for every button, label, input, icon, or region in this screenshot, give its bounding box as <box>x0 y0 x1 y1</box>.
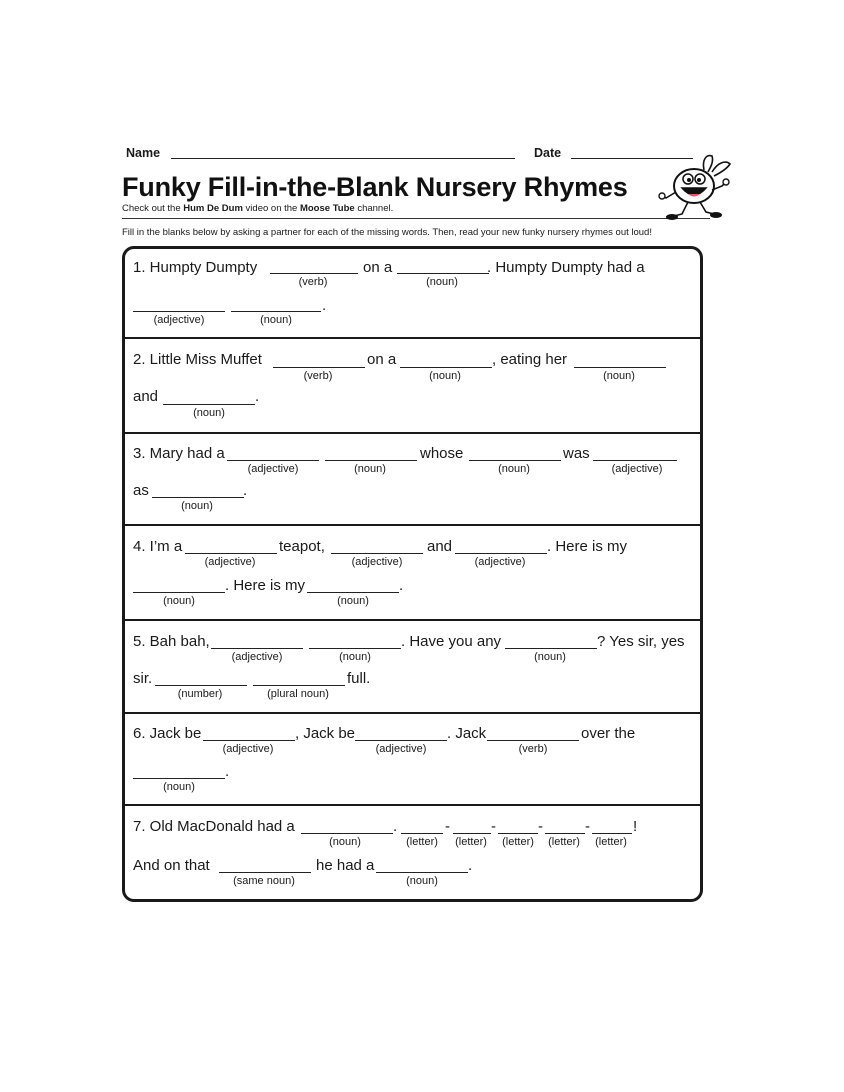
answer-blank[interactable] <box>325 460 417 461</box>
rhyme-section-2 <box>125 339 700 434</box>
answer-blank[interactable] <box>309 648 401 649</box>
instructions: Fill in the blanks below by asking a partner for each of the missing words. Then, read your new funky nursery rhymes out loud! <box>122 227 652 238</box>
blank-hint: (letter) <box>406 836 438 848</box>
blank-hint: (adjective) <box>474 556 526 568</box>
rhyme-text: - <box>538 818 543 835</box>
blank-hint: (verb) <box>303 370 333 382</box>
cartoon-mascot-icon <box>654 152 734 224</box>
blank-hint: (adjective) <box>153 314 205 326</box>
answer-blank[interactable] <box>253 685 345 686</box>
rhyme-text: 1. Humpty Dumpty <box>133 259 258 276</box>
answer-blank[interactable] <box>301 833 393 834</box>
blank-hint: (letter) <box>455 836 487 848</box>
rhyme-text: 4. I’m a <box>133 538 183 555</box>
answer-blank[interactable] <box>163 404 255 405</box>
rhyme-text: . <box>255 388 260 405</box>
rhyme-text: teapot, <box>279 538 325 555</box>
answer-blank[interactable] <box>133 592 225 593</box>
answer-blank[interactable] <box>155 685 247 686</box>
answer-blank[interactable] <box>211 648 303 649</box>
answer-blank[interactable] <box>505 648 597 649</box>
rhyme-text: . Here is my <box>225 577 306 594</box>
rhyme-text: , eating her <box>492 351 568 368</box>
rhyme-section-4 <box>125 526 700 621</box>
subtitle-text: Check out the <box>122 203 184 214</box>
answer-blank[interactable] <box>592 833 632 834</box>
blank-hint: (noun) <box>163 781 195 793</box>
rhyme-text: ? Yes sir, yes <box>597 633 685 650</box>
answer-blank[interactable] <box>401 833 443 834</box>
blank-hint: (letter) <box>548 836 580 848</box>
answer-blank[interactable] <box>231 311 321 312</box>
blank-hint: (noun) <box>354 463 386 475</box>
rhyme-text: was <box>563 445 590 462</box>
blank-hint: (same noun) <box>233 875 295 887</box>
blank-hint: (noun) <box>603 370 635 382</box>
blank-hint: (noun) <box>339 651 371 663</box>
rhyme-text: 5. Bah bah, <box>133 633 210 650</box>
channel-name: Moose Tube <box>299 203 355 214</box>
rhyme-text: . Humpty Dumpty had a <box>487 259 645 276</box>
header-row <box>124 146 710 162</box>
rhyme-text: - <box>445 818 450 835</box>
blank-hint: (adjective) <box>611 463 663 475</box>
answer-blank[interactable] <box>133 311 225 312</box>
rhyme-text: . <box>225 763 230 780</box>
answer-blank[interactable] <box>270 273 358 274</box>
blank-hint: (noun) <box>406 875 438 887</box>
blank-hint: (verb) <box>518 743 548 755</box>
blank-hint: (noun) <box>260 314 292 326</box>
rhyme-text: , Jack be <box>295 725 356 742</box>
rhyme-text: . <box>393 818 398 835</box>
rhyme-text: over the <box>581 725 636 742</box>
blank-hint: (verb) <box>298 276 328 288</box>
blank-hint: (noun) <box>498 463 530 475</box>
rhyme-text: and <box>427 538 453 555</box>
blank-hint: (adjective) <box>247 463 299 475</box>
rhyme-text: whose <box>420 445 464 462</box>
blank-hint: (noun) <box>426 276 458 288</box>
name-field[interactable] <box>171 158 515 159</box>
rhymes-box <box>122 246 703 902</box>
answer-blank[interactable] <box>355 740 447 741</box>
rhyme-text: and <box>133 388 159 405</box>
blank-hint: (noun) <box>329 836 361 848</box>
rhyme-text: And on that <box>133 857 210 874</box>
blank-hint: (noun) <box>534 651 566 663</box>
rhyme-text: - <box>491 818 496 835</box>
blank-hint: (adjective) <box>375 743 427 755</box>
answer-blank[interactable] <box>397 273 489 274</box>
rhyme-section-3 <box>125 434 700 526</box>
rhyme-text: - <box>585 818 590 835</box>
answer-blank[interactable] <box>455 553 547 554</box>
rhyme-text: he had a <box>316 857 375 874</box>
rhyme-text: . <box>468 857 473 874</box>
subtitle-text: channel. <box>354 203 394 214</box>
answer-blank[interactable] <box>307 592 399 593</box>
answer-blank[interactable] <box>273 367 365 368</box>
answer-blank[interactable] <box>376 872 468 873</box>
blank-hint: (noun) <box>193 407 225 419</box>
rhyme-text: . Have you any <box>401 633 502 650</box>
blank-hint: (adjective) <box>351 556 403 568</box>
blank-hint: (adjective) <box>204 556 256 568</box>
rhyme-text: 7. Old MacDonald had a <box>133 818 295 835</box>
rhyme-text: . <box>322 297 327 314</box>
answer-blank[interactable] <box>545 833 585 834</box>
answer-blank[interactable] <box>331 553 423 554</box>
answer-blank[interactable] <box>469 460 561 461</box>
blank-hint: (noun) <box>163 595 195 607</box>
rhyme-text: ! <box>633 818 638 835</box>
subtitle <box>122 203 393 214</box>
blank-hint: (letter) <box>595 836 627 848</box>
rhyme-text: . <box>243 482 248 499</box>
subtitle-text: video on the <box>242 203 300 214</box>
rhyme-text: full. <box>347 670 371 687</box>
answer-blank[interactable] <box>185 553 277 554</box>
rhyme-text: on a <box>363 259 393 276</box>
rhyme-text: 3. Mary had a <box>133 445 225 462</box>
rhyme-section-7 <box>125 806 700 899</box>
answer-blank[interactable] <box>203 740 295 741</box>
answer-blank[interactable] <box>400 367 492 368</box>
rhyme-text: on a <box>367 351 397 368</box>
answer-blank[interactable] <box>227 460 319 461</box>
blank-hint: (noun) <box>429 370 461 382</box>
answer-blank[interactable] <box>219 872 311 873</box>
rhyme-text: 6. Jack be <box>133 725 202 742</box>
answer-blank[interactable] <box>453 833 491 834</box>
rhyme-text: . <box>399 577 404 594</box>
rhyme-text: . Here is my <box>547 538 628 555</box>
blank-hint: (adjective) <box>222 743 274 755</box>
rhyme-text: . Jack <box>447 725 487 742</box>
blank-hint: (noun) <box>181 500 213 512</box>
header-divider <box>122 218 710 219</box>
answer-blank[interactable] <box>152 497 244 498</box>
date-label: Date <box>534 146 562 160</box>
rhyme-section-5 <box>125 621 700 714</box>
rhyme-text: sir. <box>133 670 153 687</box>
blank-hint: (noun) <box>337 595 369 607</box>
video-name: Hum De Dum <box>183 203 243 214</box>
answer-blank[interactable] <box>498 833 538 834</box>
answer-blank[interactable] <box>487 740 579 741</box>
rhyme-text: 2. Little Miss Muffet <box>133 351 262 368</box>
rhyme-section-1 <box>125 249 700 339</box>
answer-blank[interactable] <box>574 367 666 368</box>
blank-hint: (number) <box>177 688 223 700</box>
answer-blank[interactable] <box>133 778 225 779</box>
answer-blank[interactable] <box>593 460 677 461</box>
rhyme-text: as <box>133 482 149 499</box>
page-title: Funky Fill-in-the-Blank Nursery Rhymes <box>122 172 628 202</box>
blank-hint: (adjective) <box>231 651 283 663</box>
blank-hint: (letter) <box>502 836 534 848</box>
rhyme-section-6 <box>125 714 700 806</box>
name-label: Name <box>126 146 161 160</box>
blank-hint: (plural noun) <box>267 688 329 700</box>
